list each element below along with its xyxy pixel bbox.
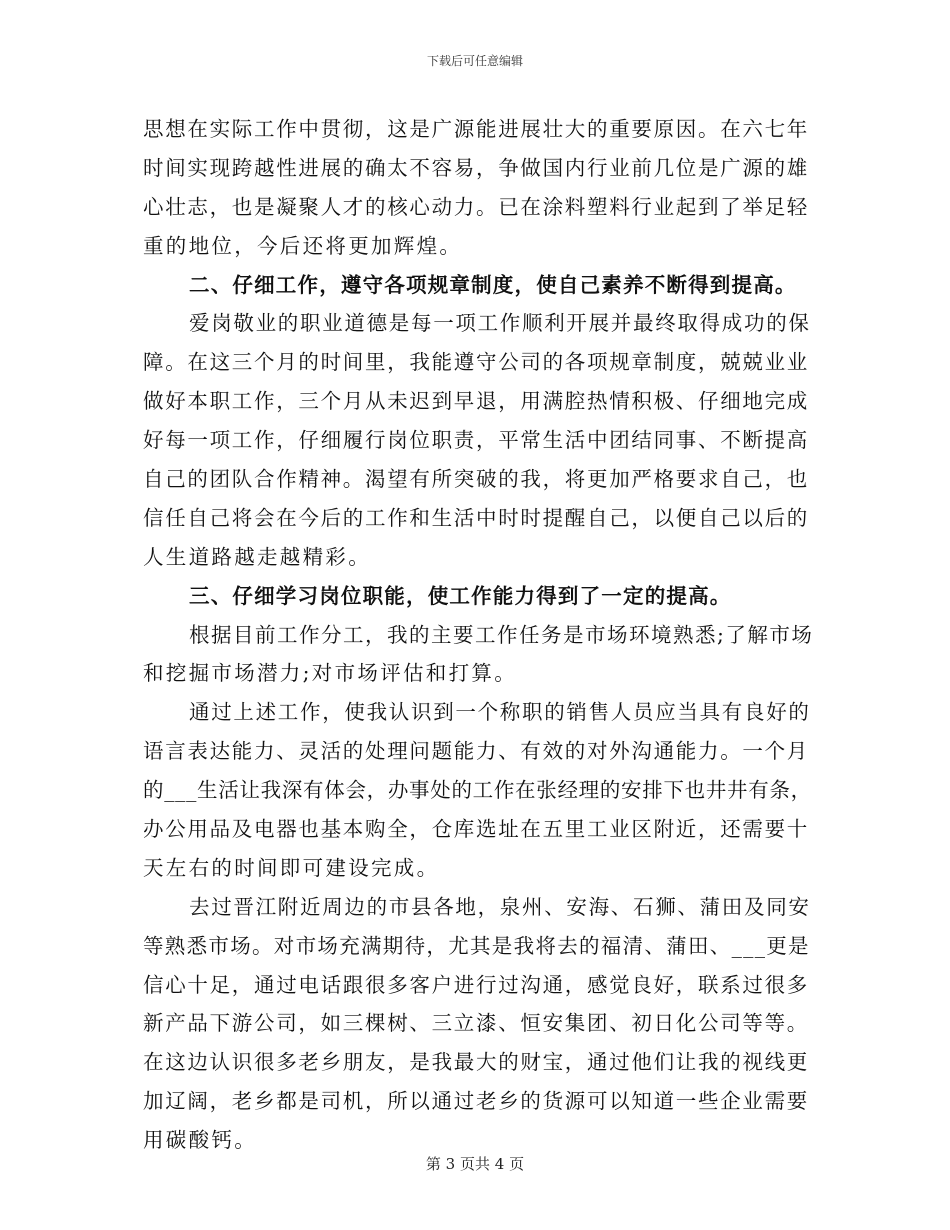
text-line: 信心十足，通过电话跟很多客户进行过沟通，感觉良好，联系过很多 <box>143 972 809 997</box>
text-line: 根据目前工作分工，我的主要工作任务是市场环境熟悉;了解市场 <box>189 622 814 647</box>
text-line: 爱岗敬业的职业道德是每一项工作顺利开展并最终取得成功的保 <box>189 311 811 336</box>
text-line: 去过晋江附近周边的市县各地，泉州、安海、石狮、蒲田及同安 <box>189 894 811 919</box>
text-line: 障。在这三个月的时间里，我能遵守公司的各项规章制度，兢兢业业 <box>143 350 809 375</box>
text-line: 语言表达能力、灵活的处理问题能力、有效的对外沟通能力。一个月 <box>143 739 809 764</box>
section-heading: 三、仔细学习岗位职能，使工作能力得到了一定的提高。 <box>189 583 732 608</box>
text-line: 的___生活让我深有体会，办事处的工作在张经理的安排下也井井有条， <box>143 778 812 803</box>
section-heading: 二、仔细工作，遵守各项规章制度，使自己素养不断得到提高。 <box>189 272 797 297</box>
text-line: 时间实现跨越性进展的确太不容易，争做国内行业前几位是广源的雄 <box>143 155 809 180</box>
text-line: 和挖掘市场潜力;对市场评估和打算。 <box>143 661 518 686</box>
text-line: 用碳酸钙。 <box>143 1128 257 1153</box>
text-line: 好每一项工作，仔细履行岗位职责，平常生活中团结同事、不断提高 <box>143 428 809 453</box>
text-line: 办公用品及电器也基本购全，仓库选址在五里工业区附近，还需要十 <box>143 817 809 842</box>
text-line: 做好本职工作，三个月从未迟到早退，用满腔热情积极、仔细地完成 <box>143 389 809 414</box>
page-footer: 第 3 页共 4 页 <box>425 1155 525 1173</box>
text-line: 通过上述工作，使我认识到一个称职的销售人员应当具有良好的 <box>189 700 811 725</box>
text-line: 天左右的时间即可建设完成。 <box>143 855 440 880</box>
text-line: 自己的团队合作精神。渴望有所突破的我，将更加严格要求自己，也 <box>143 467 809 492</box>
text-line: 加辽阔，老乡都是司机，所以通过老乡的货源可以知道一些企业需要 <box>143 1089 809 1114</box>
text-line: 信任自己将会在今后的工作和生活中时时提醒自己，以便自己以后的 <box>143 505 809 530</box>
text-line: 新产品下游公司，如三棵树、三立漆、恒安集团、初日化公司等等。 <box>143 1011 809 1036</box>
text-line: 思想在实际工作中贯彻，这是广源能进展壮大的重要原因。在六七年 <box>143 117 809 141</box>
page-header: 下载后可任意编辑 <box>426 54 523 68</box>
text-line: 在这边认识很多老乡朋友，是我最大的财宝，通过他们让我的视线更 <box>143 1050 809 1075</box>
text-line: 等熟悉市场。对市场充满期待，尤其是我将去的福清、蒲田、___更是 <box>143 933 810 958</box>
text-line: 心壮志，也是凝聚人才的核心动力。已在涂料塑料行业起到了举足轻 <box>143 194 809 219</box>
document-body <box>143 110 813 1160</box>
text-line: 人生道路越走越精彩。 <box>143 544 371 569</box>
text-line: 重的地位，今后还将更加辉煌。 <box>143 233 463 258</box>
